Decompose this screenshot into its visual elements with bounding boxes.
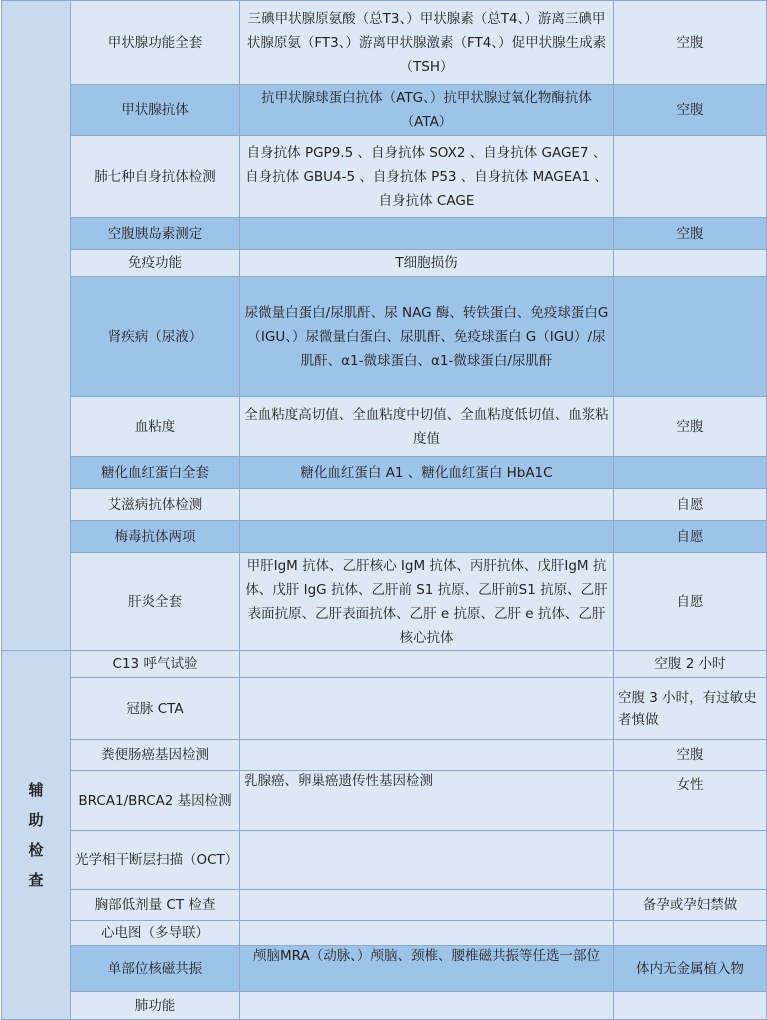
category-cell-blank (2, 1, 71, 651)
item-name: 血粘度 (71, 397, 240, 457)
table-row (2, 457, 767, 489)
item-note (614, 136, 767, 218)
item-detail: 全血粘度高切值、全血粘度中切值、全血粘度低切值、血浆粘度值 (240, 397, 614, 457)
item-note: 备孕或孕妇禁做 (614, 890, 767, 921)
item-detail: 糖化血红蛋白 A1 、糖化血红蛋白 HbA1C (240, 457, 614, 489)
item-name: 肝炎全套 (71, 553, 240, 651)
item-name: 单部位核磁共振 (71, 946, 240, 992)
item-detail: 颅脑MRA（动脉、）颅脑、颈椎、腰椎磁共振等任选一部位 (240, 946, 614, 992)
item-name: BRCA1/BRCA2 基因检测 (71, 771, 240, 831)
item-detail: 尿微量白蛋白/尿肌酐、尿 NAG 酶、转铁蛋白、免疫球蛋白G（IGU、）尿微量白蛋白、尿肌酐、免疫球蛋白 G（IGU）/尿肌酐、α1-微球蛋白、α1-微球蛋白/尿肌酐 (240, 277, 614, 397)
table-row (2, 397, 767, 457)
item-detail (240, 651, 614, 678)
category-cell-aux (2, 651, 71, 1020)
category-char: 检 (28, 841, 44, 859)
item-detail (240, 521, 614, 553)
item-note (614, 921, 767, 946)
table-row (2, 921, 767, 946)
table-row (2, 218, 767, 250)
table-row (2, 771, 767, 831)
item-note (614, 831, 767, 890)
item-detail (240, 831, 614, 890)
item-detail: 抗甲状腺球蛋白抗体（ATG、）抗甲状腺过氧化物酶抗体（ATA） (240, 85, 614, 136)
item-note: 空腹 3 小时，有过敏史者慎做 (614, 678, 767, 740)
item-name: 胸部低剂量 CT 检查 (71, 890, 240, 921)
item-detail: 乳腺癌、卵巢癌遗传性基因检测 (240, 771, 614, 831)
item-detail: T细胞损伤 (240, 250, 614, 277)
item-note: 空腹 (614, 218, 767, 250)
item-name: 梅毒抗体两项 (71, 521, 240, 553)
table-row (2, 992, 767, 1020)
table-row (2, 489, 767, 521)
item-note: 体内无金属植入物 (614, 946, 767, 992)
table-row (2, 136, 767, 218)
table-row (2, 250, 767, 277)
item-name: 糖化血红蛋白全套 (71, 457, 240, 489)
item-note: 自愿 (614, 489, 767, 521)
item-note: 空腹 2 小时 (614, 651, 767, 678)
item-note (614, 457, 767, 489)
item-name: 肺功能 (71, 992, 240, 1020)
item-name: 光学相干断层扫描（OCT） (71, 831, 240, 890)
item-name: 冠脉 CTA (71, 678, 240, 740)
table-row (2, 740, 767, 771)
table-row (2, 651, 767, 678)
item-note: 空腹 (614, 740, 767, 771)
table-row (2, 831, 767, 890)
item-name: 粪便肠癌基因检测 (71, 740, 240, 771)
item-note: 空腹 (614, 85, 767, 136)
item-name: 艾滋病抗体检测 (71, 489, 240, 521)
category-char: 辅 (28, 781, 44, 799)
item-detail (240, 218, 614, 250)
item-note (614, 277, 767, 397)
item-detail: 自身抗体 PGP9.5 、自身抗体 SOX2 、自身抗体 GAGE7 、自身抗体 GBU4-5 、自身抗体 P53 、自身抗体 MAGEA1 、自身抗体 CAGE (240, 136, 614, 218)
item-note: 空腹 (614, 397, 767, 457)
item-detail (240, 740, 614, 771)
checkup-table (1, 0, 767, 1020)
item-detail (240, 992, 614, 1020)
item-note: 自愿 (614, 521, 767, 553)
item-note (614, 250, 767, 277)
table-row (2, 678, 767, 740)
item-note: 自愿 (614, 553, 767, 651)
item-name: 甲状腺抗体 (71, 85, 240, 136)
item-note: 空腹 (614, 1, 767, 85)
item-name: 免疫功能 (71, 250, 240, 277)
item-detail (240, 921, 614, 946)
item-note: 女性 (614, 771, 767, 831)
table-row (2, 553, 767, 651)
category-char: 助 (28, 811, 44, 829)
item-detail (240, 489, 614, 521)
item-name: 肾疾病（尿液） (71, 277, 240, 397)
item-detail: 甲肝IgM 抗体、乙肝核心 IgM 抗体、丙肝抗体、戊肝IgM 抗体、戊肝 IgG 抗体、乙肝前 S1 抗原、乙肝前S1 抗原、乙肝表面抗原、乙肝表面抗体、乙肝 e 抗原、乙肝 e 抗体、乙肝核心抗体 (240, 553, 614, 651)
item-note (614, 992, 767, 1020)
table-row (2, 1, 767, 85)
item-detail (240, 890, 614, 921)
table-row (2, 890, 767, 921)
item-name: C13 呼气试验 (71, 651, 240, 678)
item-detail: 三碘甲状腺原氨酸（总T3、）甲状腺素（总T4、）游离三碘甲状腺原氨（FT3、）游离甲状腺激素（FT4、）促甲状腺生成素（TSH） (240, 1, 614, 85)
item-detail (240, 678, 614, 740)
item-name: 甲状腺功能全套 (71, 1, 240, 85)
table-row (2, 277, 767, 397)
table-row (2, 521, 767, 553)
table-row (2, 85, 767, 136)
category-char: 查 (28, 871, 44, 889)
item-name: 心电图（多导联） (71, 921, 240, 946)
table-row (2, 946, 767, 992)
item-name: 空腹胰岛素测定 (71, 218, 240, 250)
item-name: 肺七种自身抗体检测 (71, 136, 240, 218)
